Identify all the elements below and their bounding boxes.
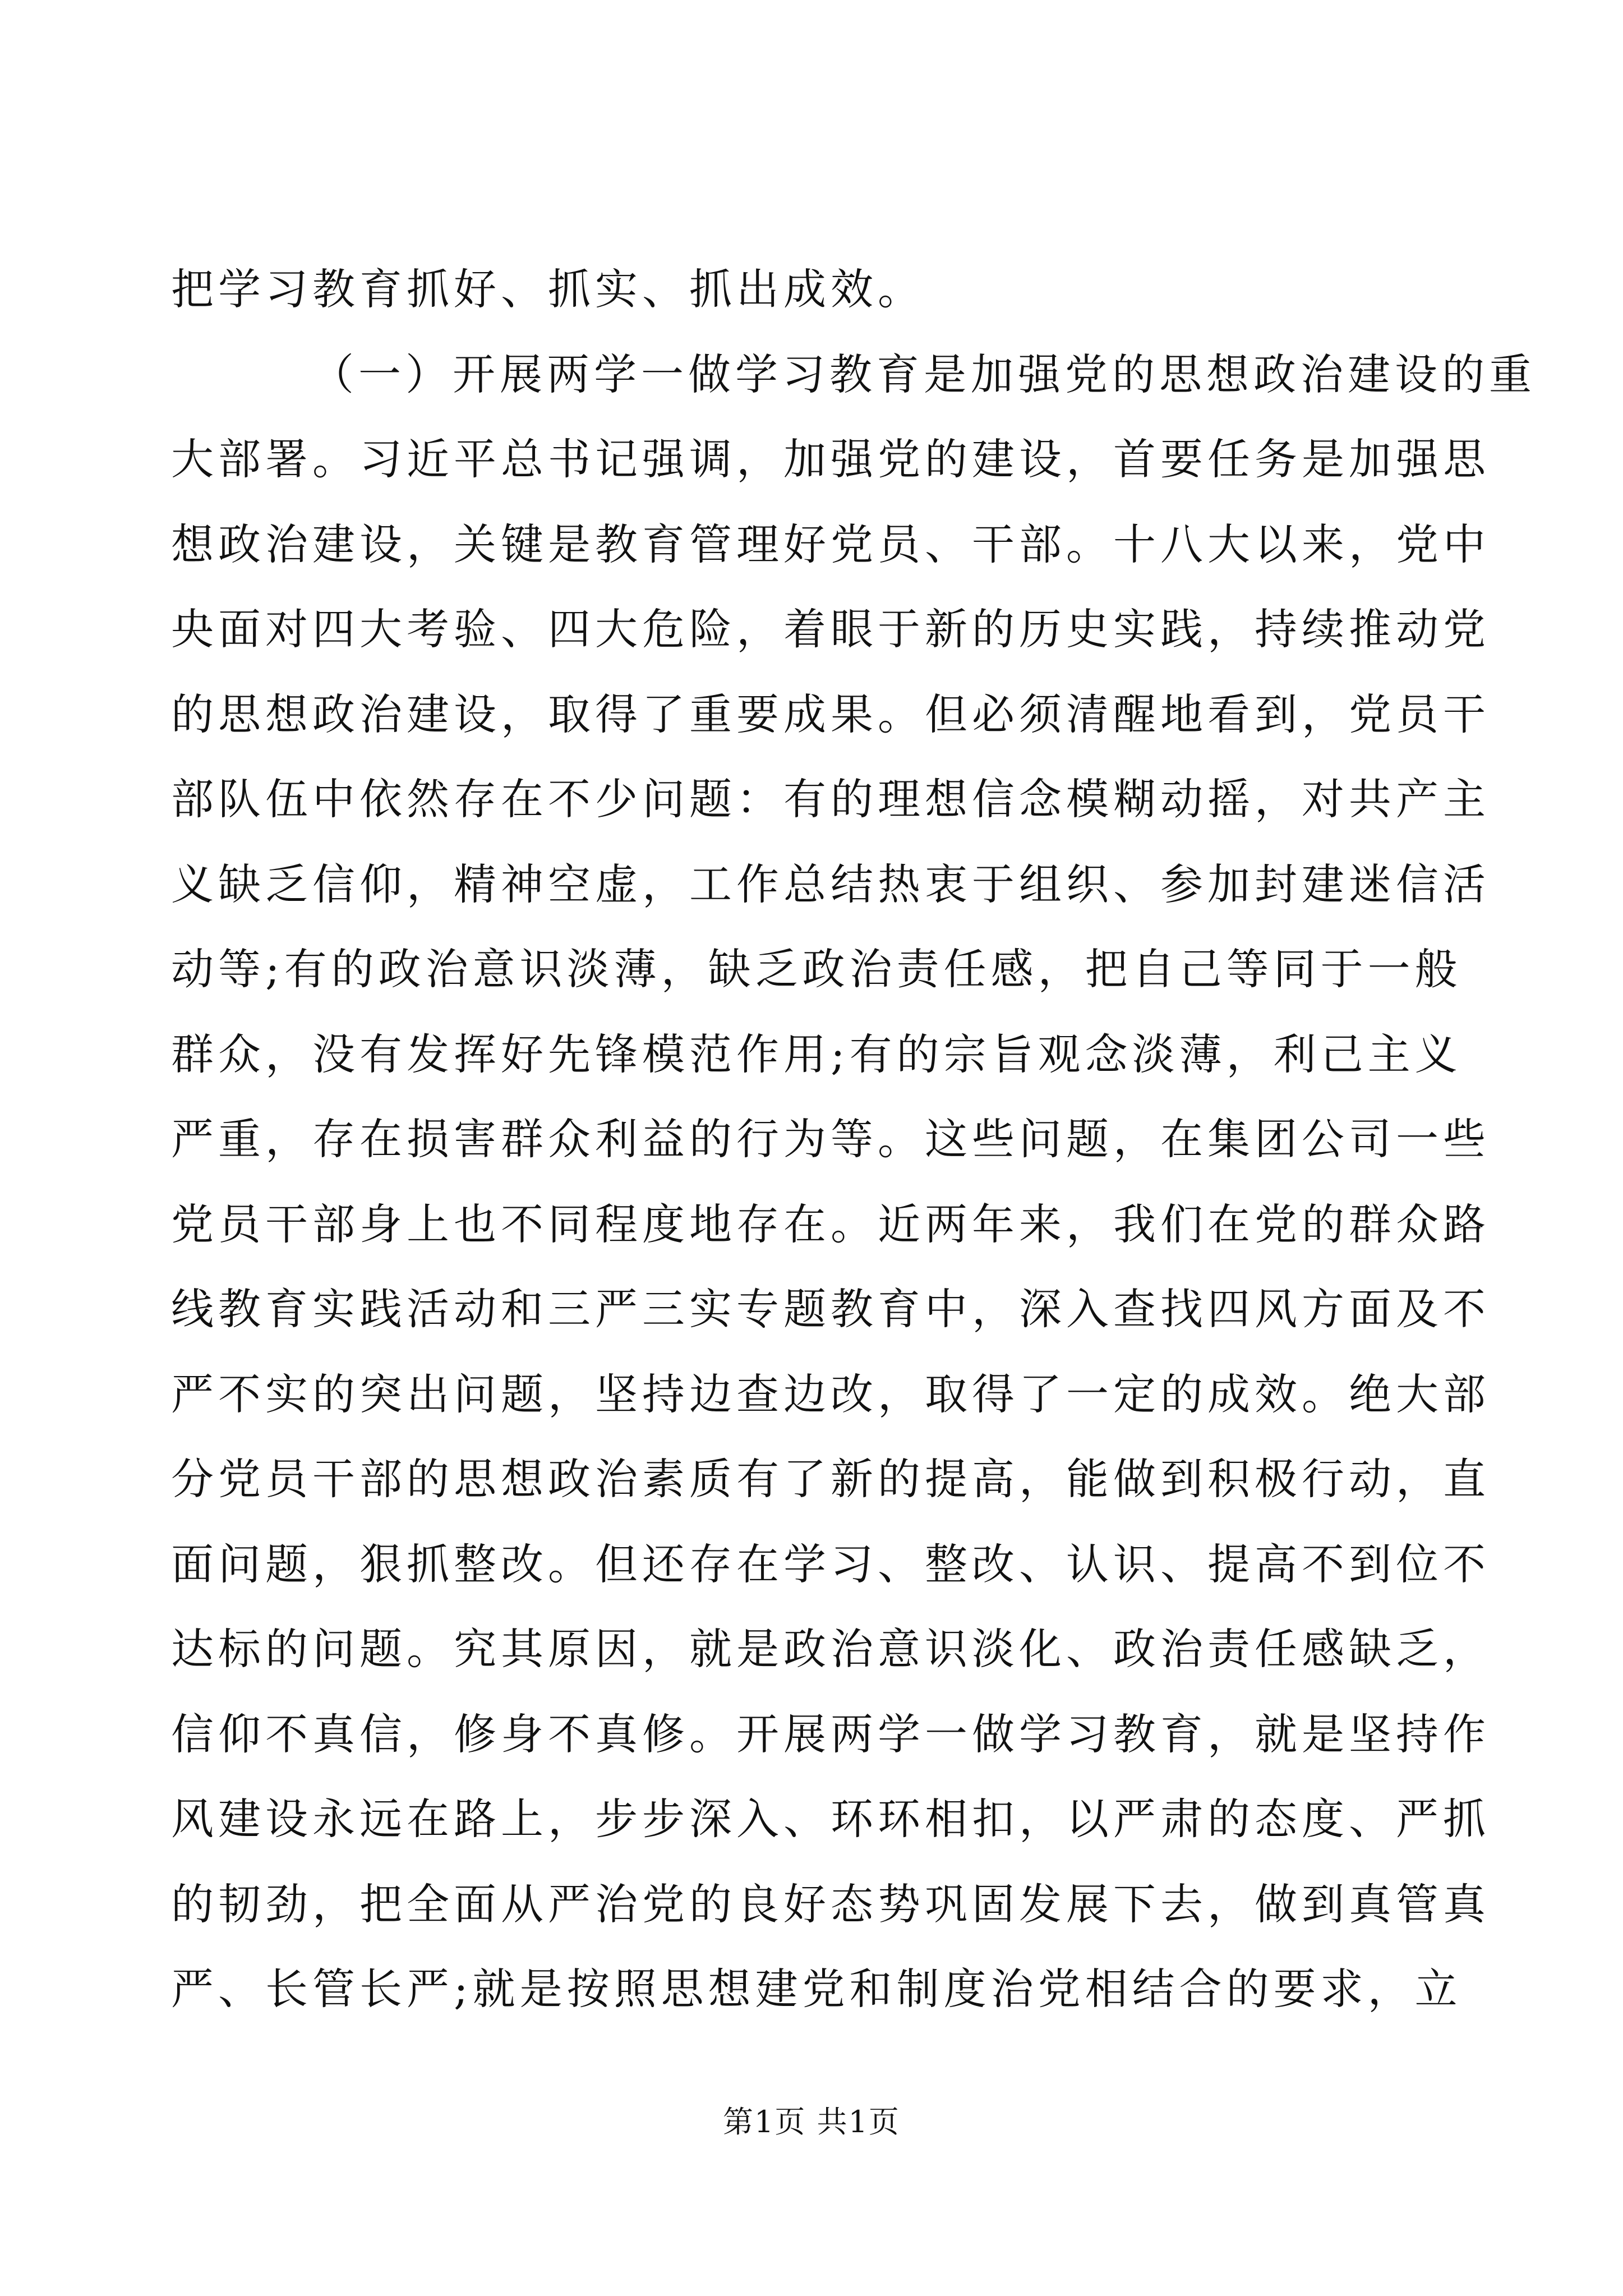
text-line: 分党员干部的思想政治素质有了新的提高，能做到积极行动，直: [171, 1454, 1490, 1504]
text-line: 群众，没有发挥好先锋模范作用;有的宗旨观念淡薄，利己主义: [171, 1029, 1462, 1079]
text-line: 大部署。习近平总书记强调，加强党的建设，首要任务是加强思: [171, 434, 1490, 484]
text-line: 部队伍中依然存在不少问题：有的理想信念模糊动摇，对共产主: [171, 774, 1490, 824]
document-body: [171, 247, 1536, 2032]
text-line: （一）开展两学一做学习教育是加强党的思想政治建设的重: [311, 349, 1536, 399]
text-line: 风建设永远在路上，步步深入、环环相扣，以严肃的态度、严抓: [171, 1794, 1490, 1844]
text-line: 严重，存在损害群众利益的行为等。这些问题，在集团公司一些: [171, 1114, 1490, 1164]
text-line: 严不实的突出问题，坚持边查边改，取得了一定的成效。绝大部: [171, 1369, 1490, 1419]
text-line: 党员干部身上也不同程度地存在。近两年来，我们在党的群众路: [171, 1199, 1490, 1249]
text-line: 想政治建设，关键是教育管理好党员、干部。十八大以来，党中: [171, 519, 1490, 569]
text-line: 信仰不真信，修身不真修。开展两学一做学习教育，就是坚持作: [171, 1709, 1490, 1759]
text-line: 义缺乏信仰，精神空虚，工作总结热衷于组织、参加封建迷信活: [171, 859, 1490, 909]
text-line: 线教育实践活动和三严三实专题教育中，深入查找四风方面及不: [171, 1284, 1490, 1334]
page-number-label: 第1页 共1页: [723, 2104, 900, 2139]
text-line: 央面对四大考验、四大危险，着眼于新的历史实践，持续推动党: [171, 604, 1490, 654]
text-line: 把学习教育抓好、抓实、抓出成效。: [171, 264, 925, 314]
text-line: 的韧劲，把全面从严治党的良好态势巩固发展下去，做到真管真: [171, 1879, 1490, 1929]
text-line: 的思想政治建设，取得了重要成果。但必须清醒地看到，党员干: [171, 689, 1490, 739]
page-footer: [0, 2098, 1623, 2141]
text-line: 达标的问题。究其原因，就是政治意识淡化、政治责任感缺乏，: [171, 1624, 1490, 1674]
text-line: 严、长管长严;就是按照思想建党和制度治党相结合的要求，立: [171, 1964, 1462, 2014]
text-line: 面问题，狠抓整改。但还存在学习、整改、认识、提高不到位不: [171, 1539, 1490, 1589]
text-line: 动等;有的政治意识淡薄，缺乏政治责任感，把自己等同于一般: [171, 944, 1462, 994]
